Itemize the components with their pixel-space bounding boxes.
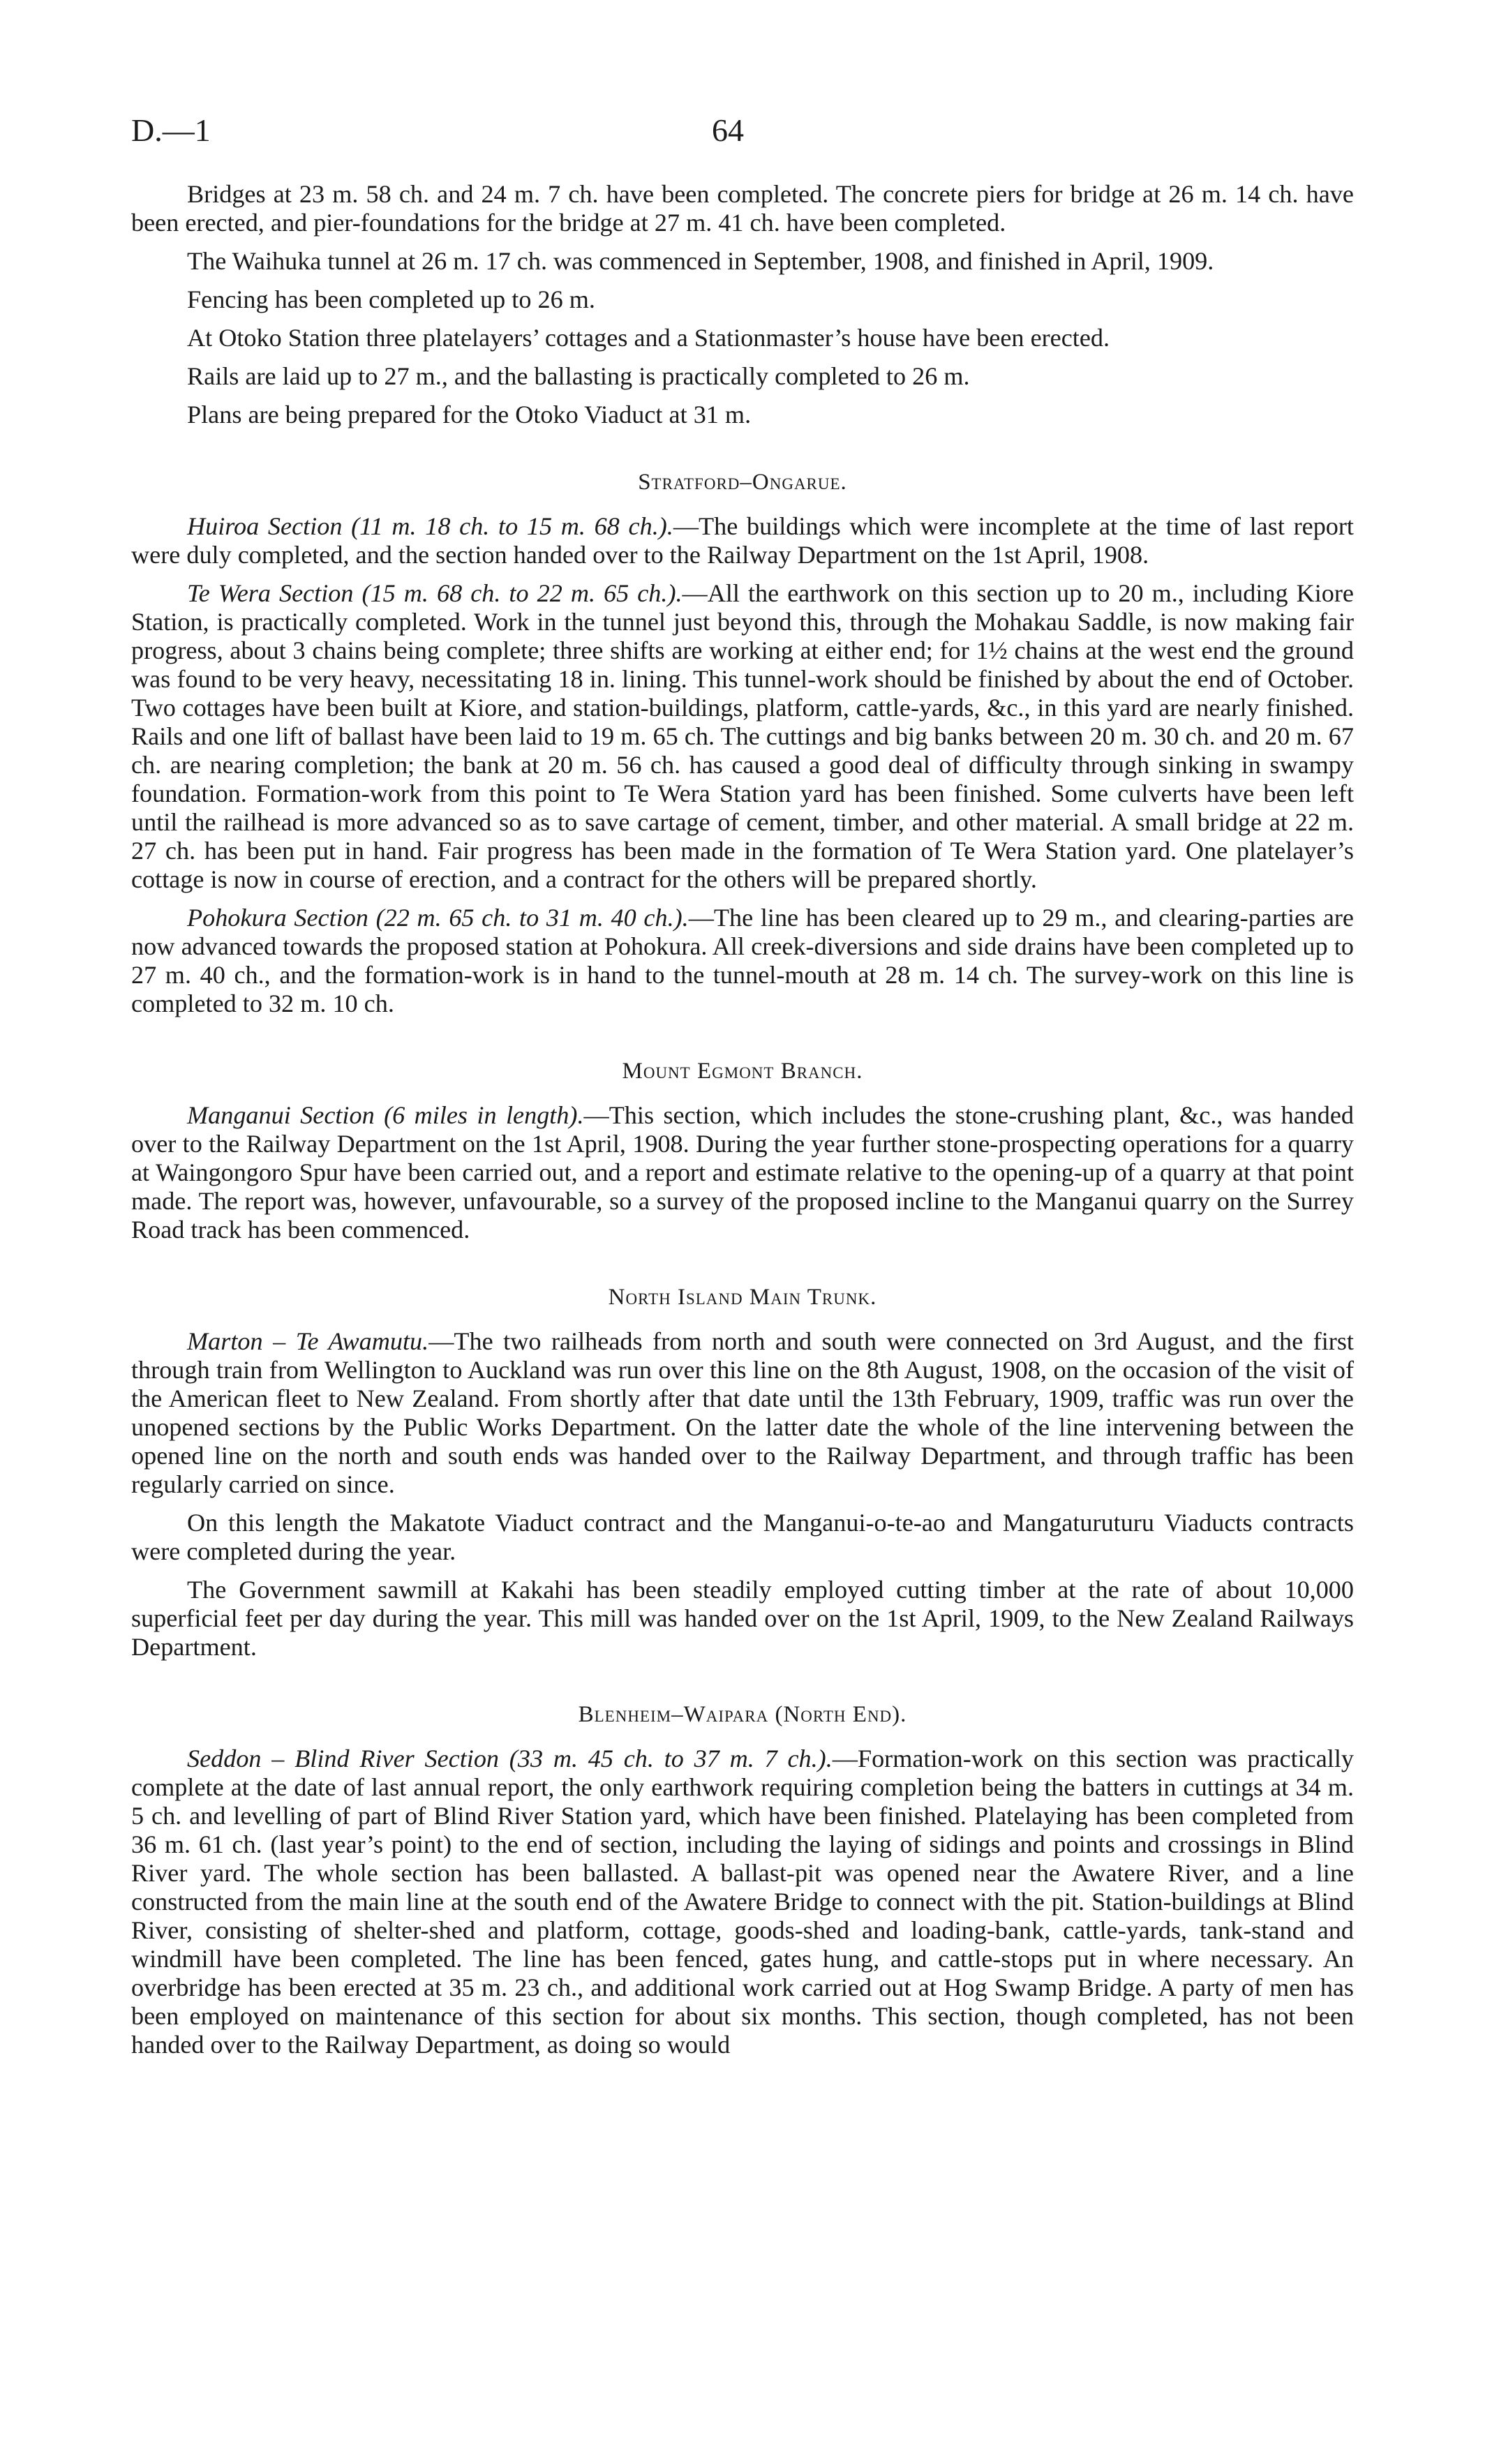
paragraph-text: —All the earthwork on this section up to 20 m., including Kiore Station, is practically completed. Work in the tunnel just beyond this, through the Mohakau Saddle, is now making fair progress, about 3 chains being complete; three shifts are working at either end; for 1½ chains at the west end the ground was found to be very heavy, necessitating 18 in. lining. This tunnel-work should be finished by about the end of October. Two cottages have been built at Kiore, and station-buildings, platform, cattle-yards, &c., in this yard are nearly finished. Rails and one lift of ballast have been laid to 19 m. 65 ch. The cuttings and big banks between 20 m. 30 ch. and 20 m. 67 ch. are nearing completion; the bank at 20 m. 56 ch. has caused a good deal of difficulty through sinking in swampy foundation. Formation-work from this point to Te Wera Station yard has been finished. Some culverts have been left until the railhead is more advanced so as to save cartage of cement, timber, and other material. A small bridge at 22 m. 27 ch. has been put in hand. Fair progress has been made in the formation of Te Wera Station yard. One platelayer’s cottage is now in course of erection, and a contract for the others will be prepared shortly. bbox=[131, 579, 1354, 893]
paragraph-text: —The line has been cleared up to 29 m., and clearing-parties are now advanced towards the proposed station at Pohokura. All creek-diversions and side drains have been completed up to 27 m. 40 ch., and the formation-work is in hand to the tunnel-mouth at 28 m. 14 ch. The survey-work on this line is completed to 32 m. 10 ch. bbox=[131, 904, 1354, 1017]
paragraph: Rails are laid up to 27 m., and the ballasting is practically completed to 26 m. bbox=[187, 362, 970, 390]
paragraph-text: —This section, which includes the stone-crushing plant, &c., was handed over to the Railway Department on the 1st April, 1908. During the year further stone-prospecting operations for a quarry at Waingongoro Spur have been carried out, and a report and estimate relative to the opening-up of a quarry at that point made. The report was, however, unfavourable, so a survey of the proposed incline to the Manganui quarry on the Surrey Road track has been commenced. bbox=[131, 1101, 1354, 1244]
section-lead: Manganui Section (6 miles in length). bbox=[187, 1101, 584, 1129]
section-lead: Huiroa Section (11 m. 18 ch. to 15 m. 68 ch.). bbox=[187, 512, 673, 540]
paragraph: At Otoko Station three platelayers’ cottages and a Stationmaster’s house have been erected. bbox=[187, 324, 1110, 352]
section-lead: Pohokura Section (22 m. 65 ch. to 31 m. 40 ch.). bbox=[187, 904, 689, 932]
paragraph: The Waihuka tunnel at 26 m. 17 ch. was commenced in September, 1908, and finished in April, 1909. bbox=[187, 247, 1214, 275]
section-heading: Mount Egmont Branch. bbox=[622, 1059, 863, 1084]
paragraph bbox=[131, 904, 1354, 1018]
section-lead: Marton – Te Awamutu. bbox=[187, 1327, 429, 1355]
section-heading: North Island Main Trunk. bbox=[608, 1285, 877, 1310]
paragraph bbox=[131, 512, 1354, 569]
paragraph: The Government sawmill at Kakahi has been steadily employed cutting timber at the rate of about 10,000 superficial feet per day during the year. This mill was handed over on the 1st April, 1909, to the New Zealand Railways Department. bbox=[131, 1576, 1354, 1661]
page-number: 64 bbox=[712, 112, 744, 148]
paragraph bbox=[131, 1101, 1354, 1244]
body-text bbox=[131, 180, 1354, 2069]
paragraph: On this length the Makatote Viaduct contract and the Manganui-o-te-ao and Mangaturuturu Viaducts contracts were completed during the year. bbox=[131, 1509, 1354, 1565]
section-lead: Te Wera Section (15 m. 68 ch. to 22 m. 65 ch.). bbox=[187, 579, 682, 607]
paragraph bbox=[131, 1745, 1354, 2059]
section-lead: Seddon – Blind River Section (33 m. 45 ch. to 37 m. 7 ch.). bbox=[187, 1745, 833, 1772]
section-heading: Stratford–Ongarue. bbox=[638, 470, 847, 495]
paragraph: Plans are being prepared for the Otoko Viaduct at 31 m. bbox=[187, 401, 752, 428]
paragraph-text: —The buildings which were incomplete at the time of last report were duly completed, and the section handed over to the Railway Department on the 1st April, 1908. bbox=[131, 512, 1354, 569]
section-heading: Blenheim–Waipara (North End). bbox=[578, 1702, 907, 1727]
paragraph-text: —Formation-work on this section was practically complete at the date of last annual report, the only earthwork requiring completion being the batters in cuttings at 34 m. 5 ch. and levelling of part of Blind River Station yard, which have been finished. Platelaying has been completed from 36 m. 61 ch. (last year’s point) to the end of section, including the laying of sidings and points and crossings in Blind River yard. The whole section has been ballasted. A ballast-pit was opened near the Awatere River, and a line constructed from the main line at the south end of the Awatere Bridge to connect with the pit. Station-buildings at Blind River, consisting of shelter-shed and platform, cottage, goods-shed and loading-bank, cattle-yards, tank-stand and windmill have been completed. The line has been fenced, gates hung, and cattle-stops put in where necessary. An overbridge has been erected at 35 m. 23 ch., and additional work carried out at Hog Swamp Bridge. A party of men has been employed on maintenance of this section for about six months. This section, though completed, has not been handed over to the Railway Department, as doing so would bbox=[131, 1745, 1355, 2059]
document-reference: D.—1 bbox=[131, 112, 211, 148]
paragraph bbox=[131, 1327, 1354, 1499]
paragraph: Bridges at 23 m. 58 ch. and 24 m. 7 ch. have been completed. The concrete piers for bridge at 26 m. 14 ch. have been erected, and pier-foundations for the bridge at 27 m. 41 ch. have been completed. bbox=[131, 180, 1354, 237]
paragraph-text: —The two railheads from north and south were connected on 3rd August, and the first through train from Wellington to Auckland was run over this line on the 8th August, 1908, on the occasion of the visit of the American fleet to New Zealand. From shortly after that date until the 13th February, 1909, traffic was run over the unopened sections by the Public Works Department. On the latter date the whole of the line intervening between the opened line on the north and south ends was handed over to the Railway Department, and through traffic has been regularly carried on since. bbox=[131, 1327, 1354, 1498]
paragraph: Fencing has been completed up to 26 m. bbox=[187, 285, 595, 313]
paragraph bbox=[131, 579, 1354, 894]
